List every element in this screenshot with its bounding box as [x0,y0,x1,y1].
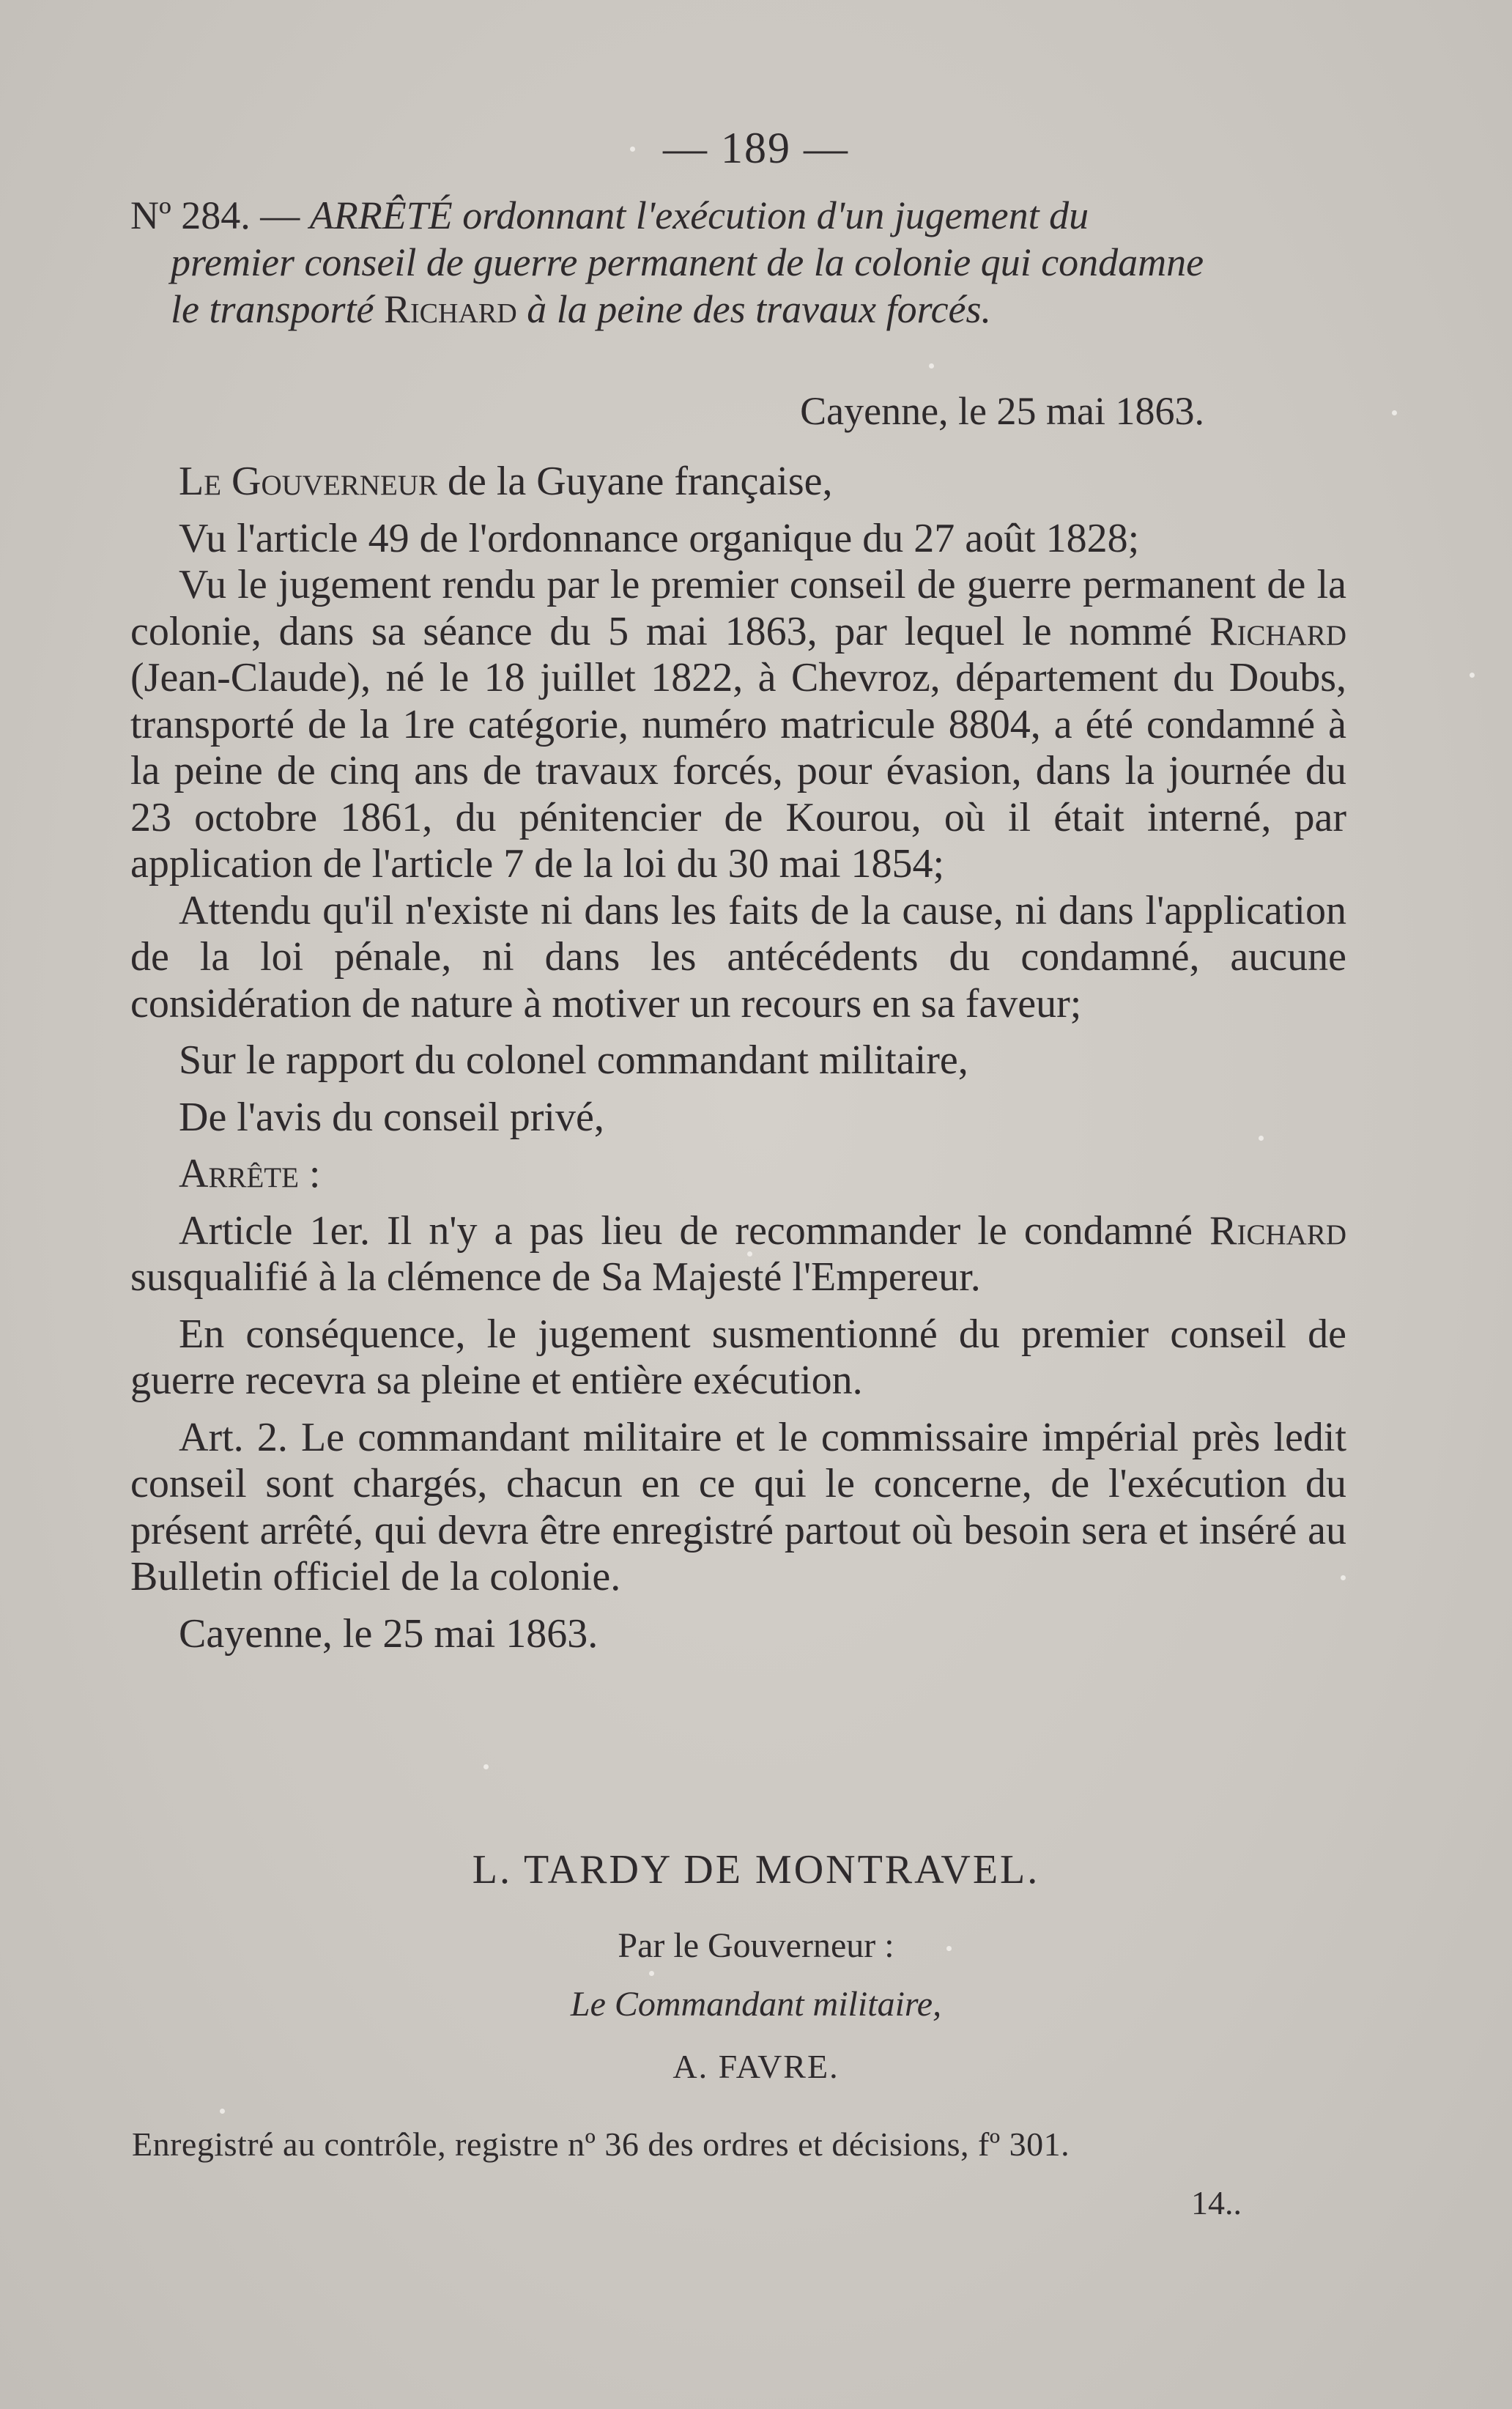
paragraph-report: Sur le rapport du colonel commandant militaire, [179,1037,968,1083]
paragraph-article-2: Art. 2. Le commandant militaire et le commissaire impérial près ledit conseil sont chargés, chacun en ce qui le concerne, de l'exécution du présent arrêté, qui devra être enregistré partout où besoin sera et inséré au Bulletin officiel de la colonie. [130,1414,1346,1599]
paragraph-judgment [130,562,1346,888]
governor-signature: L. TARDY DE MONTRAVEL. [472,1847,1040,1892]
signature-mark: 14.. [1191,2184,1242,2221]
article-1-name: Richard [1209,1207,1346,1254]
title-line-1: ARRÊTÉ ordonnant l'exécution d'un jugement du [309,193,1089,237]
commander-title: Le Commandant militaire, [570,1985,942,2024]
paragraph-consequence: En conséquence, le jugement susmentionné du premier conseil de guerre recevra sa pleine et entière exécution. [130,1311,1346,1403]
paragraph-article-ref: Vu l'article 49 de l'ordonnance organique du 27 août 1828; [179,515,1140,561]
paragraph-considering: Attendu qu'il n'existe ni dans les faits de la cause, ni dans l'application de la loi pénale, ni dans les antécédents du condamné, aucune considération de nature à motiver un recours en sa faveur; [130,887,1346,1026]
judgment-text-a: Vu le jugement rendu par le premier conseil de guerre permanent de la colonie, dans sa séance du 5 mai 1863, par lequel le nommé [130,562,1346,654]
paragraph-article-1 [130,1208,1346,1301]
decree-number: Nº 284. — [130,193,310,237]
by-governor-line: Par le Gouverneur : [618,1926,894,1965]
registry-note: Enregistré au contrôle, registre nº 36 des ordres et décisions, fº 301. [132,2125,1070,2163]
judgment-text-b: (Jean-Claude), né le 18 juillet 1822, à Chevroz, département du Doubs, transporté de la 1re catégorie, numéro matricule 8804, a été condamné à la peine de cinq ans de travaux forcés, pour évasion, dans la journée du 23 octobre 1861, du pénitencier de Kourou, où il était interné, par application de l'article 7 de la loi du 30 mai 1854; [130,655,1346,887]
dateline: Cayenne, le 25 mai 1863. [800,389,1204,433]
title-line-3a: le transporté [171,287,384,331]
article-1-text-b: susqualifié à la clémence de Sa Majesté l'Empereur. [130,1254,981,1300]
paragraph-advice: De l'avis du conseil privé, [179,1094,604,1140]
governor-heading: Le Gouverneur [179,459,437,504]
judgment-name: Richard [1209,608,1346,654]
decree-body [130,459,1346,1657]
paragraph-closing-date: Cayenne, le 25 mai 1863. [179,1610,598,1657]
decree-title [130,192,1346,333]
title-line-3 [130,286,1346,333]
commander-name: A. FAVRE. [672,2048,840,2085]
title-line-2: premier conseil de guerre permanent de la colonie qui condamne [171,240,1204,284]
article-1-text-a: Article 1er. Il n'y a pas lieu de recommander le condamné [179,1207,1210,1254]
page-number: — 189 — [663,124,849,172]
governor-heading-rest: de la Guyane française, [437,459,833,504]
paragraph-decrees: Arrête : [179,1151,321,1196]
title-line-3b: à la peine des travaux forcés. [516,287,992,331]
paragraph-governor [130,459,1346,506]
title-name: Richard [384,287,517,331]
